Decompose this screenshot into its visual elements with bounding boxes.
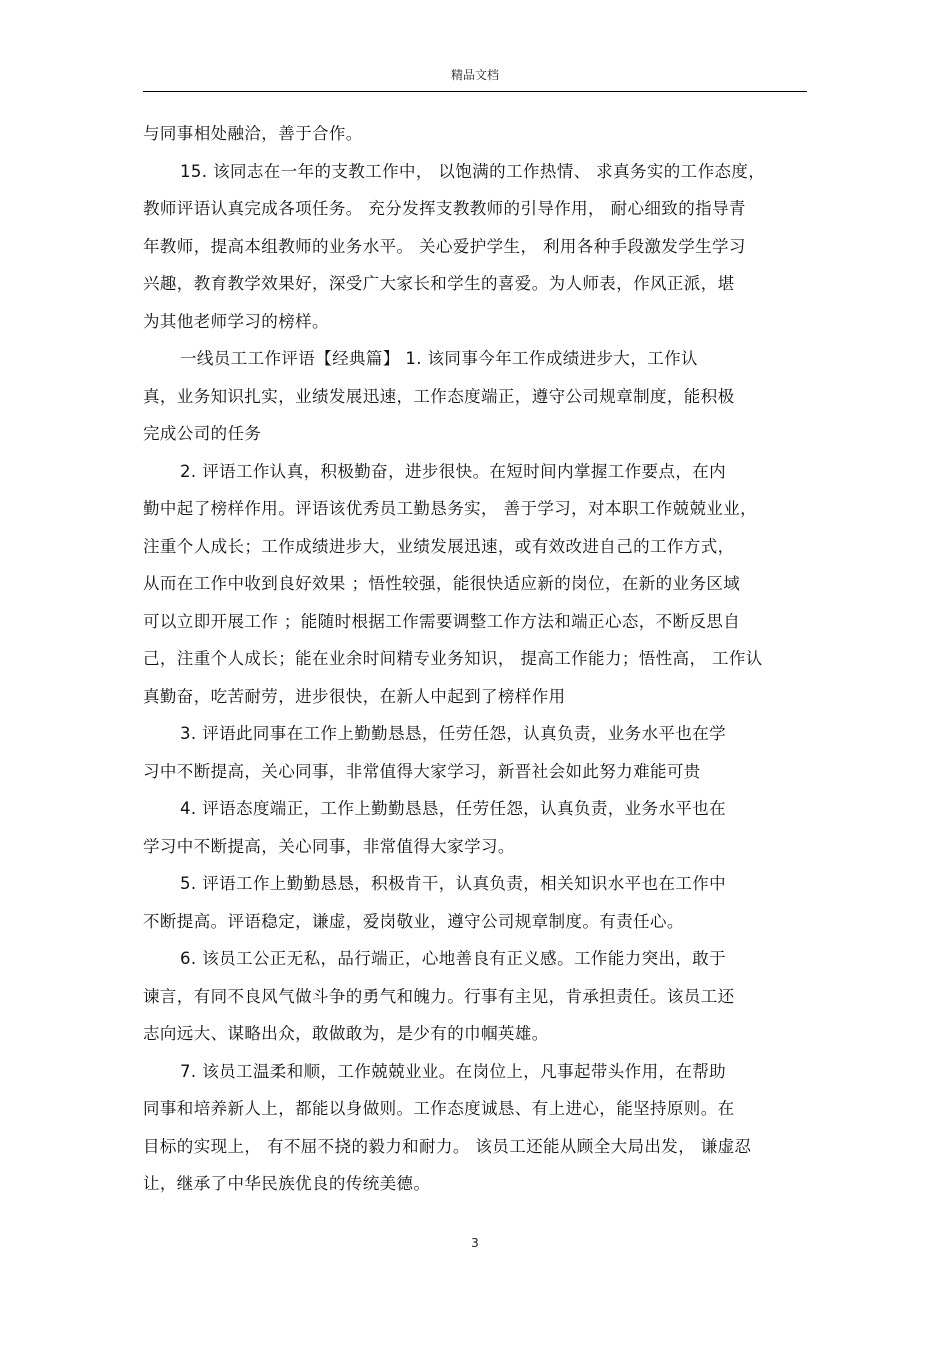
text-line: 习中不断提高，关心同事，非常值得大家学习，新晋社会如此努力难能可贵 — [143, 762, 701, 781]
text-line: 年教师，提高本组教师的业务水平。 关心爱护学生， 利用各种手段激发学生学习 — [143, 237, 746, 256]
text-line: 6. 该员工公正无私，品行端正，心地善良有正义感。工作能力突出，敢于 — [180, 949, 727, 968]
page-number: 3 — [471, 1236, 479, 1250]
text-line: 2. 评语工作认真，积极勤奋，进步很快。在短时间内掌握工作要点，在内 — [180, 462, 727, 481]
text-line: 让，继承了中华民族优良的传统美德。 — [143, 1174, 431, 1193]
text-line: 同事和培养新人上，都能以身做则。工作态度诚恳、有上进心，能坚持原则。在 — [143, 1099, 735, 1118]
text-line: 7. 该员工温柔和顺，工作兢兢业业。在岗位上，凡事起带头作用，在帮助 — [180, 1062, 727, 1081]
text-line: 5. 评语工作上勤勤恳恳，积极肯干，认真负责，相关知识水平也在工作中 — [180, 874, 727, 893]
text-line: 完成公司的任务 — [143, 424, 262, 443]
text-line: 15. 该同志在一年的支教工作中， 以饱满的工作热情、 求真务实的工作态度， — [180, 162, 766, 181]
text-line: 真，业务知识扎实，业绩发展迅速，工作态度端正，遵守公司规章制度，能积极 — [143, 387, 735, 406]
text-line: 一线员工工作评语【经典篇】 1. 该同事今年工作成绩进步大，工作认 — [180, 349, 698, 368]
text-line: 己，注重个人成长；能在业余时间精专业务知识， 提高工作能力；悟性高， 工作认 — [143, 649, 763, 668]
text-line: 学习中不断提高，关心同事，非常值得大家学习。 — [143, 837, 515, 856]
text-line: 真勤奋，吃苦耐劳，进步很快，在新人中起到了榜样作用 — [143, 687, 566, 706]
text-line: 不断提高。评语稳定，谦虚，爱岗敬业，遵守公司规章制度。有责任心。 — [143, 912, 684, 931]
text-line: 志向远大、谋略出众，敢做敢为，是少有的巾帼英雄。 — [143, 1024, 549, 1043]
text-line: 为其他老师学习的榜样。 — [143, 312, 329, 331]
text-line: 目标的实现上， 有不屈不挠的毅力和耐力。 该员工还能从顾全大局出发， 谦虚忍 — [143, 1137, 752, 1156]
text-line: 教师评语认真完成各项任务。 充分发挥支教教师的引导作用， 耐心细致的指导青 — [143, 199, 746, 218]
text-line: 谏言，有同不良风气做斗争的勇气和魄力。行事有主见，肯承担责任。该员工还 — [143, 987, 735, 1006]
text-line: 4. 评语态度端正，工作上勤勤恳恳，任劳任怨，认真负责，业务水平也在 — [180, 799, 727, 818]
text-line: 与同事相处融洽，善于合作。 — [143, 124, 363, 143]
header-divider — [143, 91, 807, 92]
text-line: 从而在工作中收到良好效果 ；悟性较强，能很快适应新的岗位，在新的业务区域 — [143, 574, 741, 593]
text-line: 兴趣，教育教学效果好，深受广大家长和学生的喜爱。为人师表，作风正派，堪 — [143, 274, 735, 293]
text-line: 可以立即开展工作 ；能随时根据工作需要调整工作方法和端正心态，不断反思自 — [143, 612, 741, 631]
text-line: 勤中起了榜样作用。评语该优秀员工勤恳务实， 善于学习，对本职工作兢兢业业， — [143, 499, 758, 518]
text-line: 3. 评语此同事在工作上勤勤恳恳，任劳任怨，认真负责，业务水平也在学 — [180, 724, 727, 743]
text-line: 注重个人成长；工作成绩进步大，业绩发展迅速，或有效改进自己的工作方式， — [143, 537, 735, 556]
page-header: 精品文档 — [450, 68, 499, 82]
